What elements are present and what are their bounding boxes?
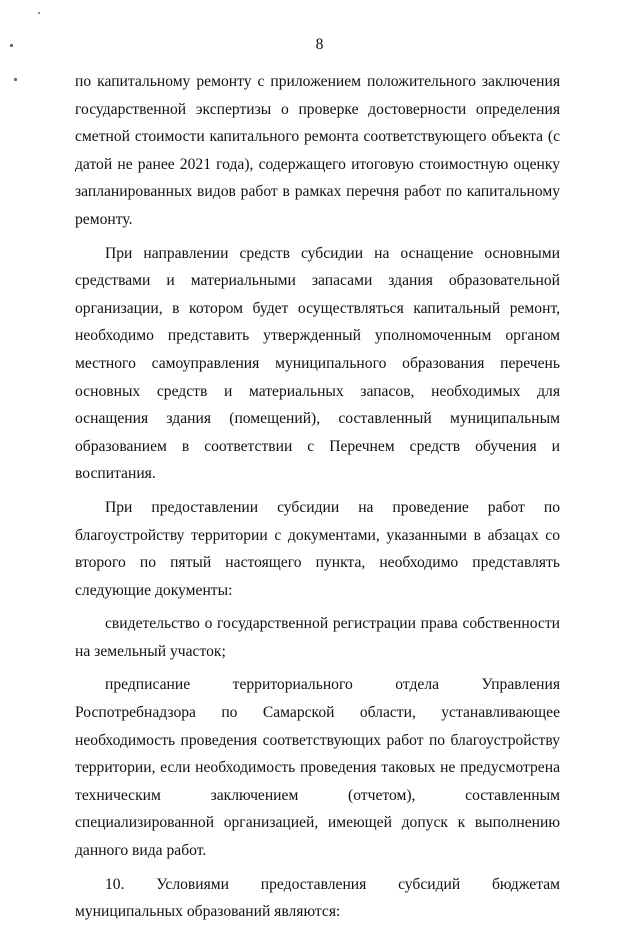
- document-body: [75, 68, 560, 926]
- page-number: 8: [315, 36, 324, 53]
- paragraph-equipment-funding: При направлении средств субсидии на оснащение основными средствами и материальными запасами здания образовательной организации, в котором будет осуществляться капитальный ремонт, необходимо представить утвержденный уполномоченным органом местного самоуправления муниципального образования перечень основных средств и материальных запасов, необходимых для оснащения здания (помещений), составленный муниципальным образованием в соответствии с Перечнем средств обучения и воспитания.: [75, 244, 560, 483]
- paragraph-landscaping-subsidy: При предоставлении субсидии на проведение работ по благоустройству территории с документами, указанными в абзацах со второго по пятый настоящего пункта, необходимо представлять следующие документы:: [75, 498, 560, 599]
- paragraph-land-certificate: свидетельство о государственной регистрации права собственности на земельный участок;: [75, 615, 560, 660]
- paragraph-clause-10: 10. Условиями предоставления субсидий бюджетам муниципальных образований являются:: [75, 875, 560, 921]
- scan-artifact-dot: [38, 12, 40, 14]
- paragraph-continuation: по капитальному ремонту с приложением положительного заключения государственной экспертизы о проверке достоверности определения сметной стоимости капитального ремонта соответствующего объекта (с датой не ранее 2021 года), содержащего итоговую стоимостную оценку запланированных видов работ в рамках перечня работ по капитальному ремонту.: [75, 73, 560, 228]
- paragraph-rospotrebnadzor-order: предписание территориального отдела Управления Роспотребнадзора по Самарской области, устанавливающее необходимость проведения соответствующих работ по благоустройству территории, если необходимость проведения таковых не предусмотрена техническим заключением (отчетом), составленным специализированной организацией, имеющей допуск к выполнению данного вида работ.: [75, 676, 560, 860]
- scan-artifact-dot: [14, 78, 17, 81]
